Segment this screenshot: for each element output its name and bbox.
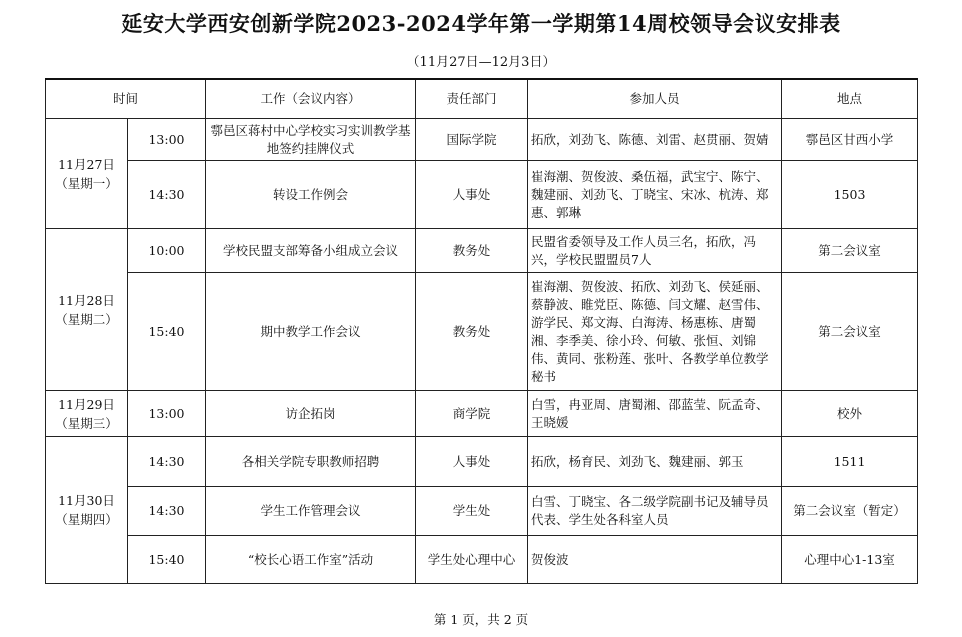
dept-cell: 人事处	[416, 161, 528, 229]
location-cell: 鄠邑区甘西小学	[782, 119, 918, 161]
table-row	[46, 536, 918, 584]
date-cell	[46, 119, 128, 229]
table-row	[46, 487, 918, 536]
location-cell: 1511	[782, 437, 918, 487]
date-label: 11月30日	[58, 493, 115, 508]
participants-cell: 崔海潮、贺俊波、桑伍福，武宝宁、陈宁、魏建丽、刘劲飞、丁晓宝、宋冰、杭涛、郑惠、郭琳	[528, 161, 782, 229]
header-location: 地点	[782, 79, 918, 119]
participants-cell: 白雪，冉亚周、唐蜀湘、邵蓝莹、阮孟奇、王晓媛	[528, 391, 782, 437]
header-dept: 责任部门	[416, 79, 528, 119]
time-cell: 10:00	[128, 229, 206, 273]
participants-cell: 拓欣，刘劲飞、陈德、刘雷、赵贯丽、贺婧	[528, 119, 782, 161]
date-label: 11月29日	[58, 396, 115, 412]
table-row	[46, 229, 918, 273]
participants-cell: 民盟省委领导及工作人员三名，拓欣，冯兴，学校民盟盟员7人	[528, 229, 782, 273]
work-cell: 期中教学工作会议	[206, 273, 416, 391]
header-participants: 参加人员	[528, 79, 782, 119]
table-row	[46, 161, 918, 229]
page-title: 延安大学西安创新学院2023-2024学年第一学期第14周校领导会议安排表	[121, 11, 841, 36]
table-row	[46, 273, 918, 391]
dept-cell: 国际学院	[416, 119, 528, 161]
time-cell: 13:00	[128, 119, 206, 161]
date-cell	[46, 229, 128, 391]
table-row	[46, 119, 918, 161]
page-number: 第 1 页，共 2 页	[433, 612, 529, 627]
time-cell: 14:30	[128, 437, 206, 487]
location-cell: 校外	[782, 391, 918, 437]
dept-cell: 学生处心理中心	[416, 536, 528, 584]
participants-cell: 贺俊波	[528, 536, 782, 584]
dept-cell: 学生处	[416, 487, 528, 536]
weekday-label: （星期一）	[55, 175, 118, 191]
work-cell: 鄠邑区蒋村中心学校实习实训教学基地签约挂牌仪式	[206, 119, 416, 161]
meeting-schedule-table	[45, 78, 918, 584]
participants-cell: 拓欣，杨育民、刘劲飞、魏建丽、郭玉	[528, 437, 782, 487]
location-cell: 心理中心1-13室	[782, 536, 918, 584]
time-cell: 14:30	[128, 161, 206, 229]
participants-cell: 白雪、丁晓宝、各二级学院副书记及辅导员代表、学生处各科室人员	[528, 487, 782, 536]
header-work: 工作（会议内容）	[206, 79, 416, 119]
work-cell: 学生工作管理会议	[206, 487, 416, 536]
location-cell: 第二会议室	[782, 273, 918, 391]
dept-cell: 商学院	[416, 391, 528, 437]
header-time: 时间	[46, 79, 206, 119]
work-cell: 访企拓岗	[206, 391, 416, 437]
weekday-label: （星期三）	[55, 415, 118, 431]
location-cell: 第二会议室	[782, 229, 918, 273]
work-cell: 转设工作例会	[206, 161, 416, 229]
work-cell: 各相关学院专职教师招聘	[206, 437, 416, 487]
date-cell	[46, 437, 128, 584]
dept-cell: 教务处	[416, 273, 528, 391]
work-cell: “校长心语工作室”活动	[206, 536, 416, 584]
weekday-label: （星期四）	[55, 512, 118, 527]
date-label: 11月27日	[58, 156, 115, 172]
weekday-label: （星期二）	[55, 311, 118, 327]
date-label: 11月28日	[58, 292, 115, 308]
time-cell: 13:00	[128, 391, 206, 437]
work-cell: 学校民盟支部筹备小组成立会议	[206, 229, 416, 273]
dept-cell: 教务处	[416, 229, 528, 273]
participants-cell: 崔海潮、贺俊波、拓欣、刘劲飞、侯延丽、蔡静波、睢党臣、陈德、闫文耀、赵雪伟、游学民、郑文海、白海涛、杨惠栋、唐蜀湘、李季美、徐小玲、何敏、张恒、刘锦伟、黄同、张粉莲、张叶、各教学单位教学秘书	[528, 273, 782, 391]
time-cell: 14:30	[128, 487, 206, 536]
table-row	[46, 391, 918, 437]
date-cell	[46, 391, 128, 437]
header-row	[46, 79, 918, 119]
location-cell: 1503	[782, 161, 918, 229]
time-cell: 15:40	[128, 536, 206, 584]
dept-cell: 人事处	[416, 437, 528, 487]
time-cell: 15:40	[128, 273, 206, 391]
table-row	[46, 437, 918, 487]
date-range-subtitle: （11月27日—12月3日）	[406, 55, 556, 70]
location-cell: 第二会议室（暂定）	[782, 487, 918, 536]
